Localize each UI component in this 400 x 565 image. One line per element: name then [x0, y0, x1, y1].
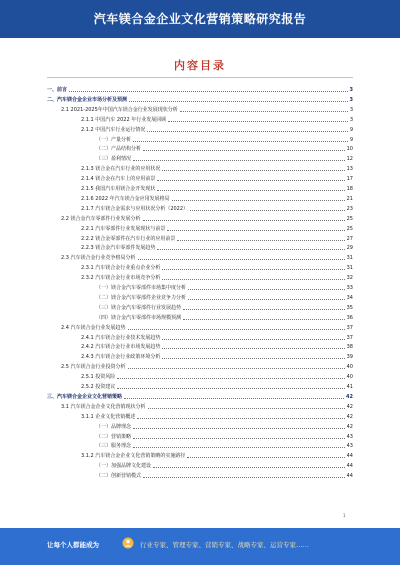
toc-leader-dots: [153, 467, 345, 468]
footer-lead-text: 让每个人都能成为: [47, 541, 99, 549]
toc-leader-dots: [188, 299, 345, 300]
toc-entry-page: 39: [346, 354, 353, 361]
toc-entry-title: 2.1.5 我国汽车用镁合金开发现状: [81, 186, 156, 192]
toc-leader-dots: [143, 150, 345, 151]
toc-leader-dots: [117, 378, 344, 379]
toc-entry-title: 2.1.2 中国汽车行业运行情况: [81, 126, 146, 133]
toc-entry-title: 2.4 汽车镁合金行业发展趋势: [61, 324, 126, 331]
toc-entry-page: 43: [346, 433, 353, 440]
toc-entry-page: 23: [346, 205, 353, 212]
toc-entry-page: 3: [349, 96, 353, 103]
toc-entry[interactable]: [81, 273, 353, 281]
toc-entry-title: （一）镁合金汽车零部件市场集中度分析: [96, 285, 187, 291]
toc-leader-dots: [162, 339, 344, 340]
toc-leader-dots: [124, 398, 344, 399]
toc-entry-page: 35: [346, 304, 353, 311]
toc-entry-title: 2.5.2 投资建议: [81, 384, 116, 390]
toc-entry-title: 2.2.1 汽车零部件行业发展现状与前景: [81, 225, 166, 232]
toc-entry[interactable]: [81, 234, 353, 242]
toc-leader-dots: [129, 101, 348, 102]
toc-entry-title: （二）营销策略: [96, 433, 132, 440]
toc-entry-title: （一）产量分析: [96, 136, 132, 143]
toc-entry-page: 31: [346, 265, 353, 272]
toc-entry-title: 2.3.2 汽车镁合金行业市场竞争分析: [81, 275, 161, 282]
report-header-bar: [0, 0, 400, 38]
toc-leader-dots: [162, 358, 344, 359]
toc-entry-page: 42: [346, 423, 353, 430]
toc-entry-title: 2.2 镁合金汽车零部件行业发展分析: [61, 215, 141, 222]
toc-entry-title: 2.4.2 汽车镁合金行业市场发展趋势: [81, 344, 161, 351]
toc-entry-page: 32: [346, 275, 353, 282]
toc-entry[interactable]: [47, 95, 353, 103]
toc-entry[interactable]: [81, 174, 353, 182]
toc-entry-page: 44: [346, 473, 353, 480]
toc-entry-title: 2.3.1 汽车镁合金行业重点企业分析: [81, 265, 161, 272]
toc-entry[interactable]: [81, 224, 353, 232]
toc-entry-title: 一、前言: [47, 87, 68, 93]
toc-entry-page: 37: [346, 334, 353, 341]
toc-leader-dots: [147, 131, 347, 132]
toc-leader-dots: [133, 447, 345, 448]
toc-entry-page: 42: [346, 413, 353, 420]
toc-leader-dots: [180, 111, 348, 112]
toc-entry[interactable]: [96, 154, 353, 162]
toc-entry-title: （一）品牌理念: [96, 423, 132, 430]
toc-leader-dots: [133, 438, 345, 439]
toc-entry-page: 34: [346, 294, 353, 301]
toc-entry[interactable]: [47, 392, 353, 400]
toc-leader-dots: [133, 160, 345, 161]
toc-leader-dots: [148, 408, 345, 409]
toc-entry-title: 2.5 汽车镁合金行业投资分析: [61, 364, 126, 371]
toc-entry[interactable]: [96, 461, 353, 469]
toc-entry[interactable]: [61, 362, 353, 370]
toc-entry[interactable]: [81, 115, 353, 123]
toc-entry[interactable]: [47, 85, 353, 93]
toc-entry-page: 25: [346, 215, 353, 222]
toc-leader-dots: [183, 319, 345, 320]
toc-entry[interactable]: [96, 293, 353, 301]
toc-entry-title: 2.4.1 汽车镁合金行业技术发展趋势: [81, 334, 161, 341]
toc-entry-page: 17: [346, 176, 353, 183]
toc-leader-dots: [167, 230, 344, 231]
toc-entry-title: 2.2.2 镁合金零部件在汽车行业的应用前景: [81, 235, 176, 242]
toc-entry-page: 18: [346, 186, 353, 192]
toc-leader-dots: [133, 428, 345, 429]
toc-entry-title: 三、汽车镁合金企业文化营销策略: [47, 393, 123, 400]
toc-entry-page: 42: [346, 393, 353, 400]
toc-leader-dots: [177, 240, 344, 241]
toc-leader-dots: [138, 259, 345, 260]
toc-entry[interactable]: [81, 342, 353, 350]
toc-entry-title: 3.1.2 汽车镁合金企业文化营销策略的实施路径: [81, 453, 186, 460]
toc-entry-page: 27: [346, 235, 353, 242]
toc-entry[interactable]: [81, 125, 353, 133]
toc-leader-dots: [187, 457, 344, 458]
toc-leader-dots: [157, 180, 344, 181]
toc-entry-title: 2.1.6 2022 年汽车镁合金应用发展格局: [81, 195, 170, 202]
toc-leader-dots: [137, 418, 344, 419]
toc-entry[interactable]: [81, 184, 353, 192]
toc-entry-page: 13: [346, 166, 353, 173]
toc-entry-title: 3.1.1 企业文化营销概述: [81, 413, 136, 420]
toc-leader-dots: [143, 477, 345, 478]
toc-entry-title: 2.2.3 镁合金汽车零部件发展趋势: [81, 245, 156, 252]
toc-entry[interactable]: [81, 243, 353, 251]
toc-entry-title: 2.1.4 镁合金在汽车上的应用前景: [81, 176, 156, 183]
toc-entry-page: 41: [346, 384, 353, 390]
toc-entry[interactable]: [61, 323, 353, 331]
toc-leader-dots: [117, 388, 344, 389]
toc-entry-page: 31: [346, 255, 353, 262]
toc-entry[interactable]: [81, 263, 353, 271]
toc-entry-title: （二）产品结构分析: [96, 146, 142, 153]
toc-entry-title: 2.1.1 中国汽车 2022 年行业发展回顾: [81, 116, 167, 123]
toc-leader-dots: [157, 249, 344, 250]
toc-entry-page: 44: [346, 463, 353, 470]
toc-entry-page: 33: [346, 285, 353, 291]
toc-leader-dots: [133, 141, 348, 142]
toc-entry-page: 3: [349, 87, 353, 93]
toc-leader-dots: [69, 91, 348, 92]
toc-entry[interactable]: [96, 313, 353, 321]
toc-entry-page: 29: [346, 245, 353, 252]
toc-entry[interactable]: [96, 144, 353, 152]
toc-leader-dots: [143, 220, 345, 221]
report-title: 汽车镁合金企业文化营销策略研究报告: [93, 12, 307, 26]
toc-entry-title: 二、汽车镁合金企业市场分析及预测: [47, 96, 128, 103]
toc-leader-dots: [183, 309, 345, 310]
toc-entry-title: 2.1.7 汽车镁合金需求与应用状况分析（2022）: [81, 205, 189, 212]
toc-leader-dots: [162, 279, 344, 280]
toc-entry-page: 25: [346, 225, 353, 232]
toc-entry-title: 3.1 汽车镁合金企业文化营销现状分析: [61, 403, 146, 410]
toc-entry[interactable]: [61, 105, 353, 113]
toc-entry-title: 2.1 2021-2025年中国汽车镁合金行业发展现状分析: [61, 106, 178, 113]
toc-entry[interactable]: [96, 135, 353, 143]
toc-entry-title: （二）创新营销模式: [96, 473, 142, 480]
toc-entry-title: （三）服务理念: [96, 443, 132, 450]
toc-entry[interactable]: [81, 164, 353, 172]
toc-entry-title: 2.1.3 镁合金在汽车行业的应用状况: [81, 166, 161, 173]
toc-entry[interactable]: [81, 372, 353, 380]
toc-leader-dots: [162, 170, 344, 171]
toc-entry-page: 36: [346, 314, 353, 321]
toc-entry-title: （三）镁合金汽车零部件行业发展趋势: [96, 304, 182, 311]
toc-heading: 内容目录: [174, 59, 226, 72]
toc-leader-dots: [128, 329, 345, 330]
toc-entry-title: 2.3 汽车镁合金行业竞争格局分析: [61, 255, 136, 262]
toc-entry-page: 42: [346, 403, 353, 410]
toc-entry-page: 9: [349, 126, 353, 133]
toc-entry-page: 44: [346, 453, 353, 460]
toc-entry-title: （三）盈利情况: [96, 156, 132, 163]
toc-leader-dots: [162, 348, 344, 349]
toc-entry-page: 3: [349, 106, 353, 113]
toc-entry-page: 43: [346, 443, 353, 450]
toc-entry-page: 10: [346, 146, 353, 153]
toc-leader-dots: [157, 190, 344, 191]
page-number: 1: [343, 513, 346, 518]
toc-entry-title: （四）镁合金汽车零部件市场规模预测: [96, 314, 182, 321]
toc-entry[interactable]: [96, 283, 353, 291]
toc-entry-title: （二）镁合金汽车零部件企业竞争力分析: [96, 294, 187, 301]
toc-entry[interactable]: [81, 204, 353, 212]
toc-entry[interactable]: [81, 412, 353, 420]
toc-entry[interactable]: [81, 352, 353, 360]
toc-divider: [47, 77, 353, 78]
toc-entry[interactable]: [61, 402, 353, 410]
toc-entry[interactable]: [96, 471, 353, 479]
toc-entry[interactable]: [96, 432, 353, 440]
toc-entry-page: 3: [349, 116, 353, 123]
toc-leader-dots: [162, 269, 344, 270]
toc-leader-dots: [128, 368, 345, 369]
toc-entry-page: 9: [349, 136, 353, 143]
toc-entry-page: 38: [346, 344, 353, 351]
toc-entry[interactable]: [81, 194, 353, 202]
toc-entry-title: （一）加强品牌文化建设: [96, 463, 152, 470]
toc-leader-dots: [172, 200, 345, 201]
toc-entry[interactable]: [81, 382, 353, 390]
toc-leader-dots: [188, 289, 345, 290]
toc-entry-page: 40: [346, 364, 353, 371]
toc-entry[interactable]: [81, 451, 353, 459]
toc-entry-title: 2.4.3 汽车镁合金行业政策环境分析: [81, 354, 161, 361]
toc-entry[interactable]: [96, 441, 353, 449]
toc-entry[interactable]: [61, 253, 353, 261]
toc-entry-page: 21: [346, 195, 353, 202]
toc-entry[interactable]: [61, 214, 353, 222]
toc-entry-page: 12: [346, 156, 353, 163]
toc-entry-page: 37: [346, 324, 353, 331]
toc-entry[interactable]: [96, 422, 353, 430]
toc-entry[interactable]: [96, 303, 353, 311]
toc-entry-title: 2.5.1 投资风险: [81, 374, 116, 381]
toc-entry-page: 40: [346, 374, 353, 381]
toc-entry[interactable]: [81, 333, 353, 341]
toc-leader-dots: [168, 121, 348, 122]
footer-roles-text: 行业专家、管理专家、营销专家、战略专家、运营专家……: [140, 541, 309, 549]
toc-leader-dots: [190, 210, 345, 211]
user-badge-icon: [122, 537, 134, 549]
